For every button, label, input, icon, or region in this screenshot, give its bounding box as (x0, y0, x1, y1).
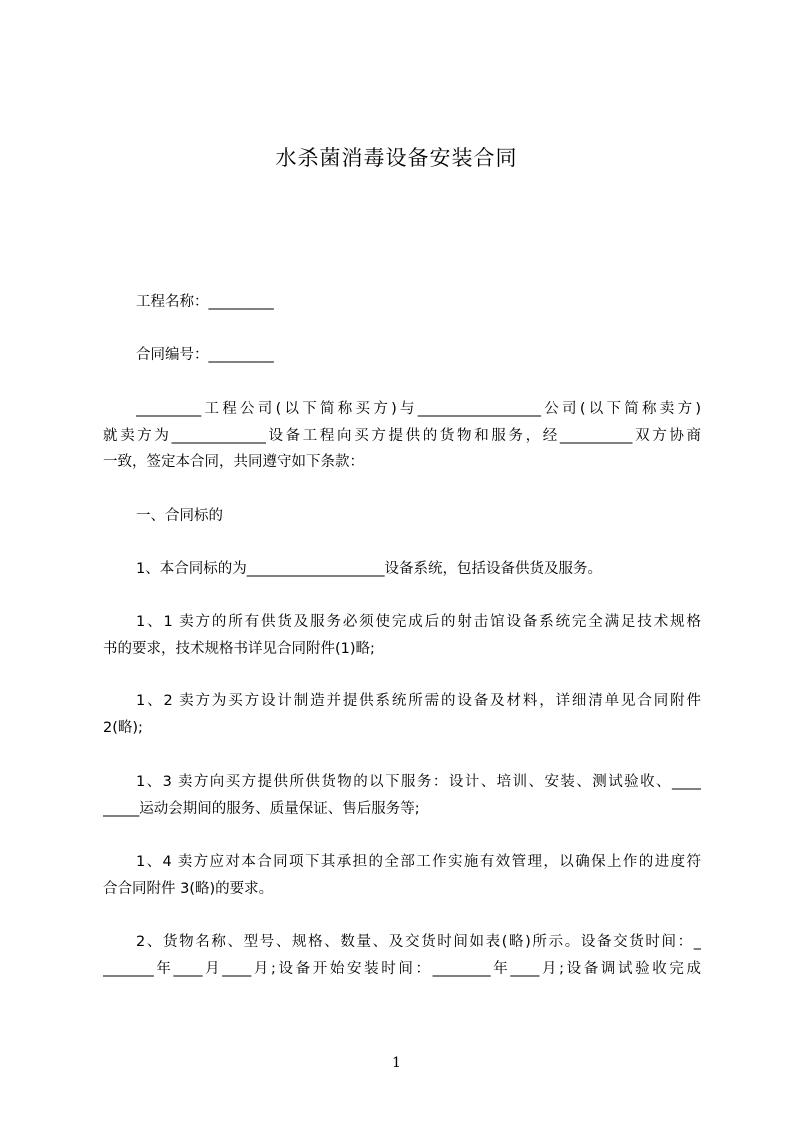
intro-line-1: _________工程公司(以下简称买方)与_________________公司(以下简称卖方) (136, 401, 701, 417)
clause-1-1-line-1: 1、1 卖方的所有供货及服务必须使完成后的射击馆设备系统完全满足技术规格 (136, 614, 701, 630)
clause-1-1-line-2: 书的要求，技术规格书详见合同附件(1)略; (103, 641, 375, 657)
clause-2-line-2: _______年____月____月;设备开始安装时间：________年____月;设备调试验收完成 (103, 961, 701, 977)
project-name-field: 工程名称：_________ (136, 294, 274, 310)
intro-line-3: 一致，签定本合同，共同遵守如下条款： (103, 454, 364, 470)
clause-1-4-line-2: 合合同附件 3(略)的要求。 (103, 881, 274, 897)
clause-1-2-line-1: 1、2 卖方为买方设计制造并提供系统所需的设备及材料，详细清单见合同附件 (136, 693, 701, 709)
clause-1-3-line-2: _____运动会期间的服务、质量保证、售后服务等; (103, 801, 420, 817)
clause-1-4-line-1: 1、4 卖方应对本合同项下其承担的全部工作实施有效管理，以确保上作的进度符 (136, 854, 701, 870)
page-number: 1 (392, 1055, 401, 1071)
clause-1-2-line-2: 2(略); (103, 720, 143, 736)
clause-1-3-line-1: 1、3 卖方向买方提供所供货物的以下服务：设计、培训、安装、测试验收、____ (136, 774, 701, 790)
clause-2-line-1: 2、货物名称、型号、规格、数量、及交货时间如表(略)所示。设备交货时间：_ (136, 934, 701, 950)
intro-line-2: 就卖方为_____________设备工程向买方提供的货物和服务，经__________双方协商 (103, 428, 701, 444)
section-1-heading: 一、合同标的 (136, 508, 223, 524)
contract-number-field: 合同编号：_________ (136, 347, 274, 363)
document-title: 水杀菌消毒设备安装合同 (275, 146, 518, 170)
clause-1: 1、本合同标的为___________________设备系统，包括设备供货及服务。 (136, 561, 602, 577)
